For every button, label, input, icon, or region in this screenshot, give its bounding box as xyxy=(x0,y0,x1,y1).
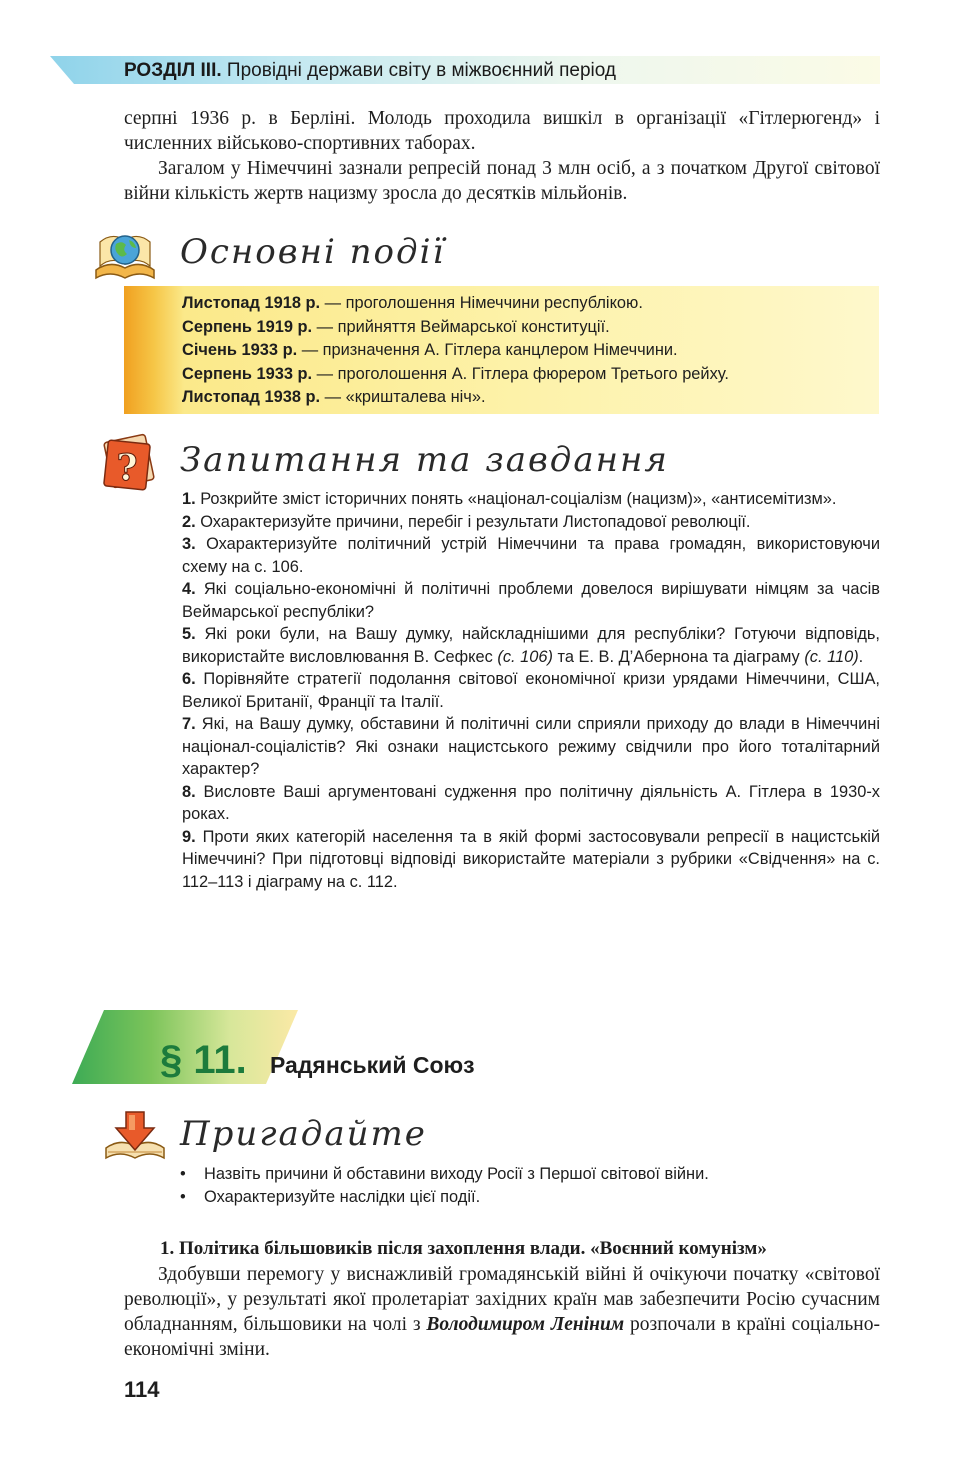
subsection-text: розпочали в країні соціально-економічні зміни. xyxy=(124,1314,880,1360)
event-item xyxy=(182,339,872,363)
question-text: Висловте Ваші аргументовані судження про політичну діяльність А. Гітлера в 1930-х роках. xyxy=(182,782,880,823)
question-text: та Е. В. Д’Абернона та діаграму xyxy=(552,647,805,666)
question-text: Проти яких категорій населення та в якій формі застосовували репресії в нацистській Німеччині? При підготовці відповіді використайте матеріали з рубрики «Свідчення» на с. 112–113 і діаграму на с. 112. xyxy=(182,827,880,891)
question-item xyxy=(182,781,880,826)
intro-text-2: Загалом у Німеччині зазнали репресій понад 3 млн осіб, а з початком Другої світової війни кількість жертв нацизму зросла до десятків мільйонів. xyxy=(124,158,880,204)
question-number: 3. xyxy=(182,535,196,553)
questions-list xyxy=(182,488,880,893)
globe-book-icon xyxy=(92,226,154,280)
event-text: — проголошення А. Гітлера фюрером Третього рейху. xyxy=(312,364,729,383)
question-text: Охарактеризуйте політичний устрій Німеччини та права громадян, використовуючи схему на с. 106. xyxy=(182,535,880,576)
highlighted-name: Володимиром Леніним xyxy=(426,1314,625,1335)
question-item xyxy=(182,826,880,894)
event-item xyxy=(182,292,872,316)
event-text: — проголошення Німеччини республікою. xyxy=(320,294,643,312)
question-item xyxy=(182,488,880,511)
question-item xyxy=(182,668,880,713)
question-number: 6. xyxy=(182,670,196,688)
section-label: РОЗДІЛ ІІІ. xyxy=(124,60,222,81)
event-item xyxy=(182,386,872,410)
event-text: — прийняття Веймарської конституції. xyxy=(312,317,610,336)
question-mark-icon xyxy=(98,432,160,489)
running-header xyxy=(124,60,616,82)
question-text: Які, на Вашу думку, обставини й політичні сили сприяли приходу до влади в Німеччині націонал-соціалістів? Які ознаки нацистського режиму свідчили про його тоталітарний характер? xyxy=(182,715,880,778)
recall-text: Назвіть причини й обставини виходу Росії з Першої світової війни. xyxy=(204,1165,709,1183)
event-text: — «кришталева ніч». xyxy=(320,388,486,406)
bullet-icon: • xyxy=(180,1165,186,1183)
subsection-heading: 1. Політика більшовиків після захоплення влади. «Воєнний комунізм» xyxy=(160,1238,767,1259)
recall-title: Пригадайте xyxy=(180,1114,427,1154)
page-reference: (с. 106) xyxy=(497,647,553,666)
events-list xyxy=(182,292,872,410)
question-number: 4. xyxy=(182,580,196,598)
event-item xyxy=(182,316,872,340)
question-number: 7. xyxy=(182,715,196,733)
bullet-icon: • xyxy=(180,1188,186,1206)
question-text: Розкрийте зміст історичних понять «націонал-соціалізм (нацизм)», «антисемітизм». xyxy=(195,490,837,508)
intro-text-1: серпні 1936 р. в Берліні. Молодь проходила вишкіл в організації «Гітлерюгенд» і численних військово-спортивних таборах. xyxy=(124,108,880,154)
event-date: Січень 1933 р. xyxy=(182,341,298,359)
events-title: Основні події xyxy=(180,232,446,272)
question-number: 8. xyxy=(182,782,196,801)
event-date: Серпень 1933 р. xyxy=(182,364,313,383)
questions-title: Запитання та завдання xyxy=(180,440,669,480)
question-item xyxy=(182,578,880,623)
recall-text: Охарактеризуйте наслідки цієї події. xyxy=(204,1188,481,1206)
question-number: 2. xyxy=(182,512,196,531)
question-item xyxy=(182,511,880,534)
event-text: — призначення А. Гітлера канцлером Німеччини. xyxy=(297,341,678,359)
paragraph-number: § 11. xyxy=(160,1038,247,1082)
question-number: 5. xyxy=(182,625,196,643)
question-number: 1. xyxy=(182,490,196,508)
page-reference: (с. 110) xyxy=(804,647,859,666)
question-text: . xyxy=(858,647,864,666)
arrow-down-book-icon xyxy=(102,1108,164,1162)
question-item xyxy=(182,713,880,781)
question-text: Які соціально-економічні й політичні проблеми довелося вирішувати німцям за часів Веймарської республіки? xyxy=(182,580,880,621)
intro-paragraph-1 xyxy=(124,106,880,156)
recall-item xyxy=(180,1186,880,1209)
paragraph-title: Радянський Союз xyxy=(270,1052,475,1078)
event-date: Листопад 1918 р. xyxy=(182,294,321,312)
intro-paragraph-2 xyxy=(124,156,880,206)
recall-item xyxy=(180,1163,880,1186)
event-date: Листопад 1938 р. xyxy=(182,388,321,406)
question-text: Які роки були, на Вашу думку, найскладнішими для республіки? Готуючи відповідь, використайте висловлювання В. Сефкес xyxy=(182,625,880,666)
event-date: Серпень 1919 р. xyxy=(182,317,313,336)
question-item xyxy=(182,623,880,668)
question-text: Охарактеризуйте причини, перебіг і результати Листопадової революції. xyxy=(195,512,751,531)
section-title: Провідні держави світу в міжвоєнний період xyxy=(221,60,616,81)
svg-text:?: ? xyxy=(116,447,138,489)
page-number: 114 xyxy=(124,1377,160,1402)
question-text: Порівняйте стратегії подолання світової економічної кризи урядами Німеччини, США, Великої Британії, Франції та Італії. xyxy=(182,670,880,711)
recall-list xyxy=(180,1163,880,1209)
question-number: 9. xyxy=(182,827,196,846)
event-item xyxy=(182,363,872,387)
question-item xyxy=(182,533,880,578)
subsection-text: Здобувши перемогу у виснажливій громадянській війні й очікуючи початку «світової революції», у результаті якої пролетаріат західних країн мав забезпечити Росію сучасним обладнанням, більшовики на чолі з xyxy=(124,1264,880,1335)
subsection-paragraph xyxy=(124,1262,880,1362)
